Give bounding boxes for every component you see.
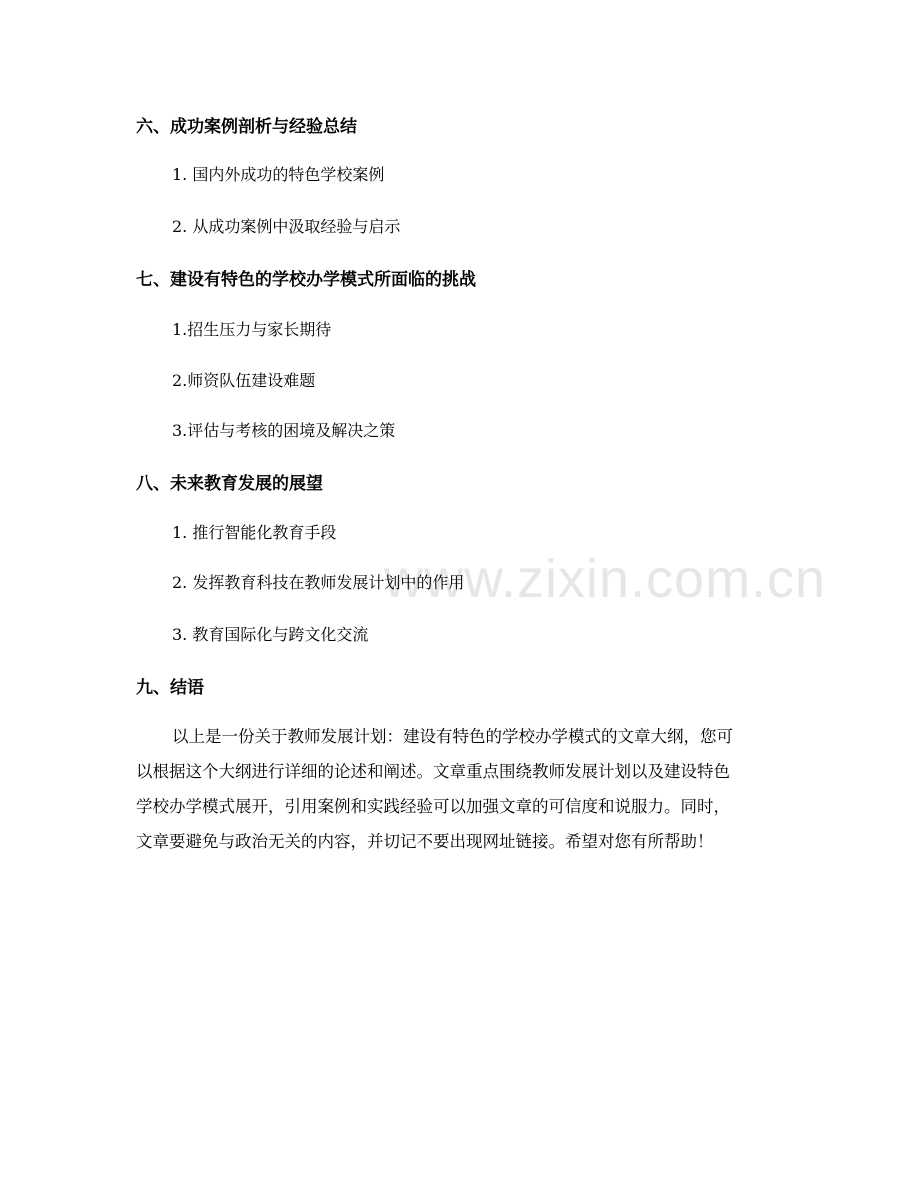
section-heading-6: 六、成功案例剖析与经验总结 [136,117,357,137]
conclusion-line: 以上是一份关于教师发展计划：建设有特色的学校办学模式的文章大纲，您可 [172,727,733,746]
list-item: 1. 国内外成功的特色学校案例 [172,165,385,184]
section-heading-8: 八、未来教育发展的展望 [136,474,323,494]
list-item: 2. 从成功案例中汲取经验与启示 [172,217,401,236]
list-item: 3.评估与考核的困境及解决之策 [172,421,396,440]
list-item: 3. 教育国际化与跨文化交流 [172,625,369,644]
conclusion-line: 以根据这个大纲进行详细的论述和阐述。文章重点围绕教师发展计划以及建设特色 [136,762,730,781]
section-heading-7: 七、建设有特色的学校办学模式所面临的挑战 [136,270,476,290]
section-heading-9: 九、结语 [136,678,204,698]
conclusion-line: 文章要避免与政治无关的内容，并切记不要出现网址链接。希望对您有所帮助！ [136,832,714,851]
list-item: 1.招生压力与家长期待 [172,320,332,339]
list-item: 2. 发挥教育科技在教师发展计划中的作用 [172,573,465,592]
list-item: 1. 推行智能化教育手段 [172,523,337,542]
watermark: www.zixin.com.cn [384,549,827,609]
list-item: 2.师资队伍建设难题 [172,371,316,390]
conclusion-line: 学校办学模式展开，引用案例和实践经验可以加强文章的可信度和说服力。同时， [136,797,730,816]
